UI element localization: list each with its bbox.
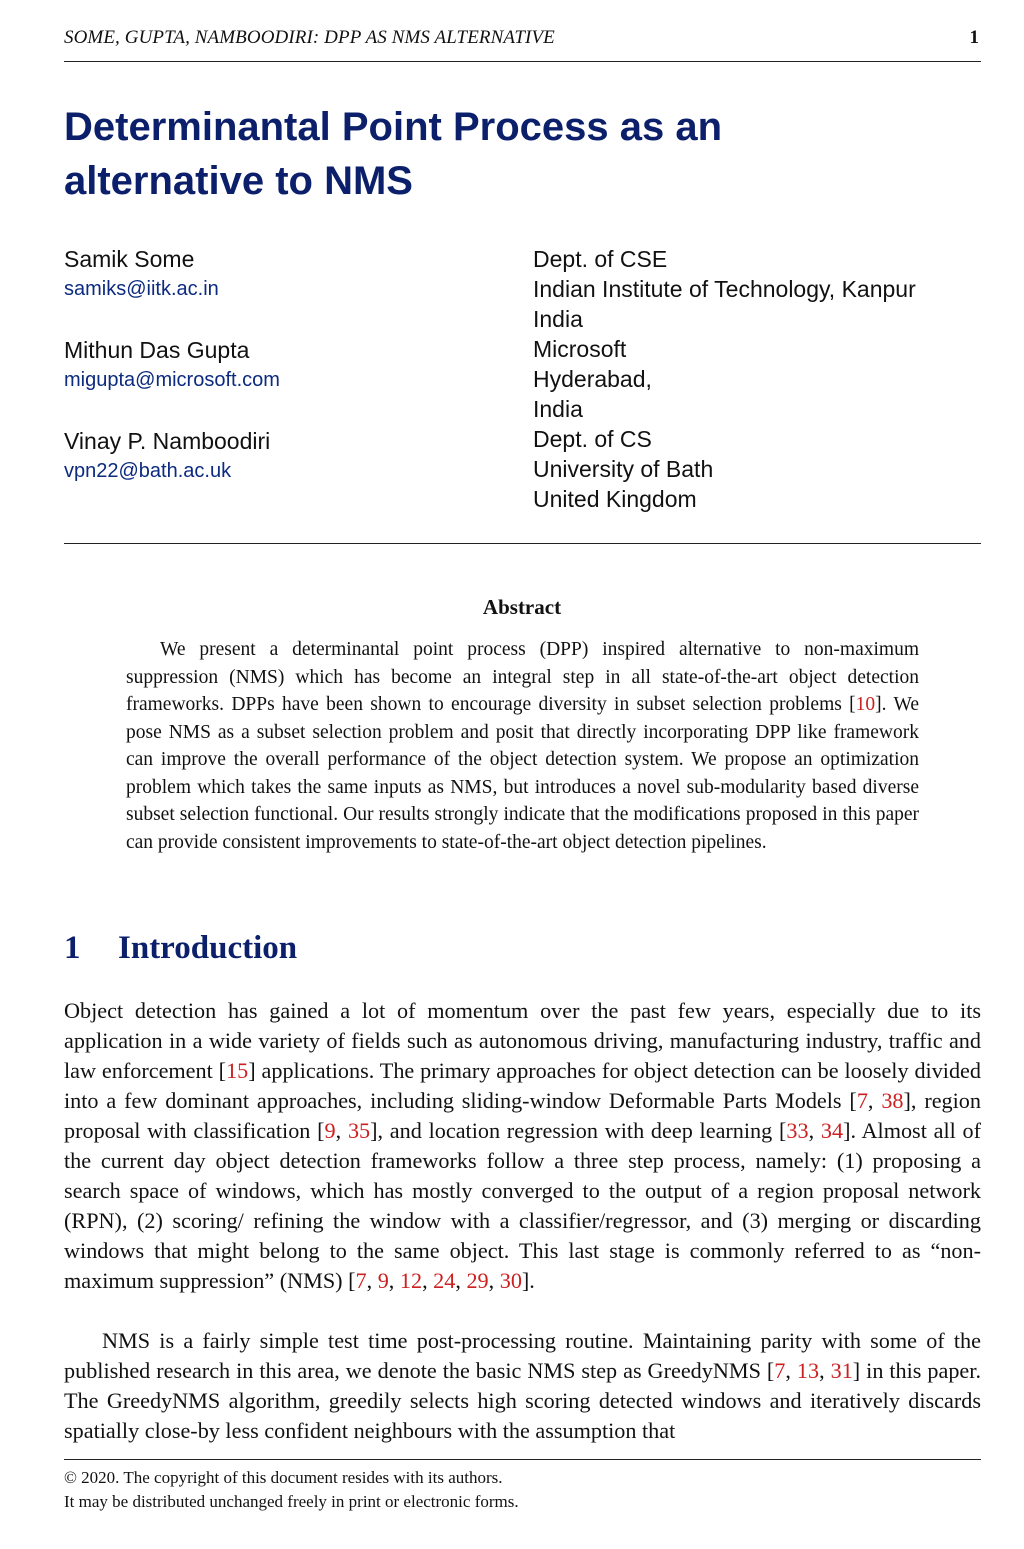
paper-title: Determinantal Point Process as an alternative to NMS <box>64 105 723 203</box>
header-rule <box>64 61 981 62</box>
body-paragraph <box>64 996 981 1296</box>
running-title: SOME, GUPTA, NAMBOODIRI: DPP AS NMS ALTERNATIVE <box>64 27 555 48</box>
title-block-rule <box>64 543 981 544</box>
abstract-text: We present a determinantal point process (DPP) inspired alternative to non-maximum suppression (NMS) which has become an integral step in all state-of-the-art object detection frameworks. DPPs have been shown to encourage diversity in subset selection problems [ <box>126 639 919 715</box>
body-text: , <box>335 1118 348 1143</box>
abstract-heading: Abstract <box>482 595 562 619</box>
footnote-line: © 2020. The copyright of this document resides with its authors. <box>64 1468 503 1487</box>
affiliation-line: Dept. of CSE <box>533 246 668 272</box>
citation-link[interactable]: 7 <box>856 1088 868 1113</box>
author-name: Vinay P. Namboodiri <box>64 428 271 454</box>
affiliation-line: University of Bath <box>533 456 714 482</box>
section-title: Introduction <box>118 930 298 966</box>
body-text: , <box>819 1358 831 1383</box>
copyright-footnote <box>64 1466 519 1514</box>
author-entry <box>64 335 504 426</box>
body-text: , <box>785 1358 797 1383</box>
author-list <box>64 244 504 517</box>
affiliation-line: India <box>533 396 583 422</box>
author-entry <box>64 426 504 517</box>
affiliation-line: Microsoft <box>533 336 627 362</box>
affiliation-list <box>533 244 983 514</box>
affiliation-line: Dept. of CS <box>533 426 652 452</box>
footnote-line: It may be distributed unchanged freely in print or electronic forms. <box>64 1492 519 1511</box>
body-text: ] in this paper. The GreedyNMS algorithm, greedily selects high scoring detected windows and iteratively discards spatially close-by less confident neighbours with the assumption that <box>64 1358 981 1443</box>
section-number: 1 <box>64 930 81 966</box>
citation-link[interactable]: 33 <box>786 1118 809 1143</box>
citation-link[interactable]: 15 <box>226 1058 249 1083</box>
body-text: ], and location regression with deep learning [ <box>370 1118 787 1143</box>
citation-link[interactable]: 13 <box>796 1358 820 1383</box>
abstract-body <box>126 636 919 856</box>
citation-link[interactable]: 38 <box>881 1088 904 1113</box>
author-name: Samik Some <box>64 246 195 272</box>
citation-link[interactable]: 12 <box>399 1268 423 1293</box>
author-email-link[interactable]: migupta@microsoft.com <box>64 369 280 391</box>
citation-link[interactable]: 30 <box>499 1268 522 1293</box>
citation-link[interactable]: 7 <box>355 1268 367 1293</box>
citation-link[interactable]: 7 <box>774 1358 786 1383</box>
body-text: ] applications. The primary approaches for object detection can be loosely divided into a few dominant approaches, including sliding-window Deformable Parts Models [ <box>64 1058 981 1113</box>
body-paragraph <box>64 1326 981 1446</box>
author-name: Mithun Das Gupta <box>64 337 250 363</box>
citation-link[interactable]: 31 <box>830 1358 853 1383</box>
footnote-rule <box>64 1459 981 1460</box>
affiliation-line: Hyderabad, <box>533 366 652 392</box>
author-entry <box>64 244 504 335</box>
citation-link[interactable]: 34 <box>820 1118 844 1143</box>
body-text: , <box>388 1268 400 1293</box>
affiliation-line: Indian Institute of Technology, Kanpur <box>533 276 916 302</box>
citation-link[interactable]: 9 <box>324 1118 336 1143</box>
body-text: , <box>422 1268 434 1293</box>
body-text: ], region proposal with classification [ <box>64 1088 981 1143</box>
body-text: , <box>808 1118 821 1143</box>
body-text: ]. Almost all of the current day object detection frameworks follow a three step process, namely: (1) proposing a search space of windows, which has mostly converged to the output of a region proposal network (RPN), (2) scoring/ refining the window with a classifier/regressor, and (3) merging or discarding windows that might belong to the same object. This last stage is commonly referred to as “non-maximum suppression” (NMS) [ <box>64 1118 982 1293</box>
abstract-text: ]. We pose NMS as a subset selection problem and posit that directly incorporating DPP like framework can improve the overall performance of the object detection system. We propose an optimization problem which takes the same inputs as NMS, but introduces a novel sub-modularity based diverse subset selection functional. Our results strongly indicate that the modifications proposed in this paper can provide consistent improvements to state-of-the-art object detection pipelines. <box>126 694 919 853</box>
author-email-link[interactable]: samiks@iitk.ac.in <box>64 278 219 300</box>
body-text: , <box>455 1268 467 1293</box>
body-text: , <box>867 1088 882 1113</box>
citation-link[interactable]: 35 <box>347 1118 371 1143</box>
citation-link[interactable]: 10 <box>855 694 876 715</box>
page-number: 1 <box>969 27 979 48</box>
affiliation-line: United Kingdom <box>533 486 697 512</box>
author-email-link[interactable]: vpn22@bath.ac.uk <box>64 460 232 482</box>
body-text: NMS is a fairly simple test time post-processing routine. Maintaining parity with some of the published research in this area, we denote the basic NMS step as GreedyNMS [ <box>64 1328 981 1383</box>
affiliation-line: India <box>533 306 583 332</box>
body-text: , <box>488 1268 500 1293</box>
body-text: , <box>366 1268 378 1293</box>
body-text: Object detection has gained a lot of momentum over the past few years, especially due to its application in a wide variety of fields such as autonomous driving, manufacturing industry, traffic and law enforcement [ <box>64 998 981 1083</box>
body-text: ]. <box>521 1268 535 1293</box>
citation-link[interactable]: 9 <box>377 1268 389 1293</box>
citation-link[interactable]: 29 <box>466 1268 489 1293</box>
citation-link[interactable]: 24 <box>433 1268 456 1293</box>
